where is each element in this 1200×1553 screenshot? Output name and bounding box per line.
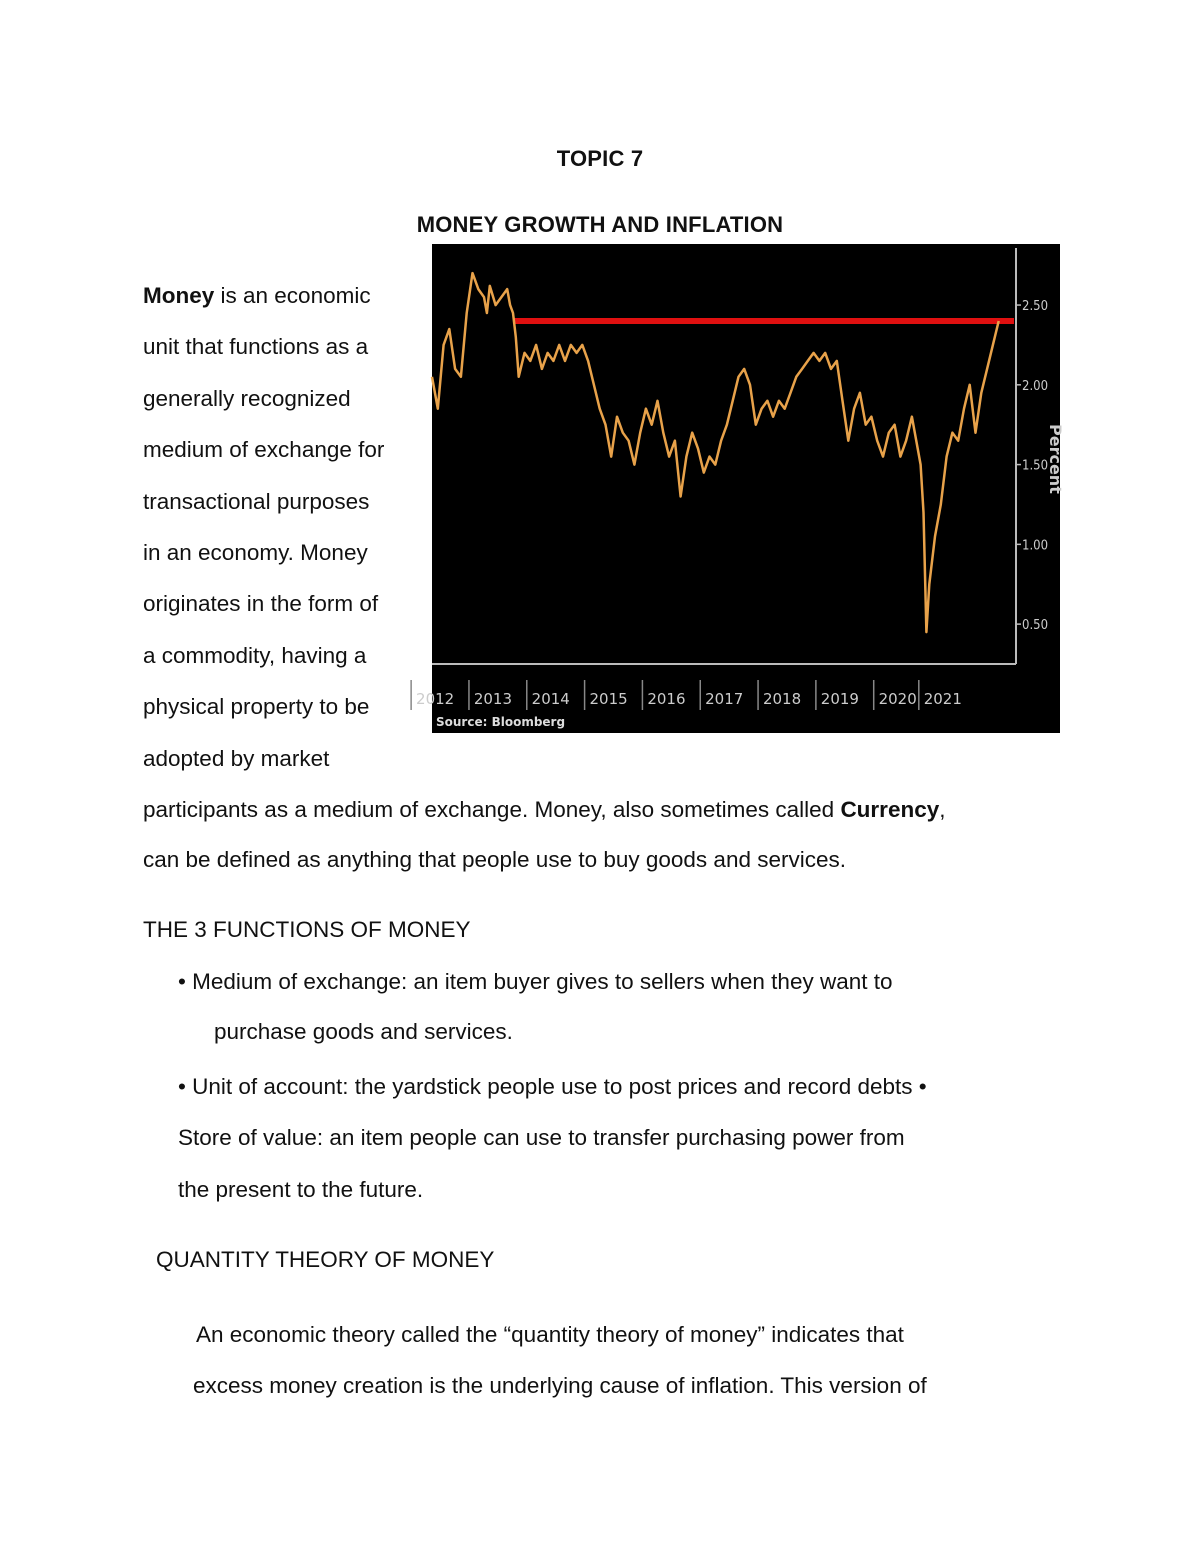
intro-line [143, 696, 369, 719]
y-axis-label: Percent [1046, 424, 1065, 494]
currency-term: Currency [840, 797, 940, 822]
inflation-chart [416, 244, 1065, 733]
intro-line-text: transactional purposes [143, 489, 370, 514]
topic-label: TOPIC 7 [556, 146, 644, 171]
intro-line-text: in an economy. Money [143, 540, 368, 565]
qtm-heading: QUANTITY THEORY OF MONEY [156, 1247, 495, 1272]
x-tick-label: 2021 [923, 690, 962, 708]
page-title: MONEY GROWTH AND INFLATION [416, 212, 784, 237]
intro-line [143, 285, 371, 308]
intro-line [143, 336, 368, 359]
function-line-5: the present to the future. [178, 1177, 424, 1202]
intro-line-text: originates in the form of [143, 591, 379, 616]
y-tick-label: 2.50 [1022, 299, 1049, 315]
chart-source: Source: Bloomberg [436, 715, 566, 729]
intro-continuation-comma: , [939, 797, 946, 822]
function-line-4: Store of value: an item people can use to transfer purchasing power from [178, 1125, 905, 1150]
functions-heading: THE 3 FUNCTIONS OF MONEY [143, 917, 471, 942]
intro-line-text: is an economic [214, 283, 371, 308]
intro-line-text: unit that functions as a [143, 334, 369, 359]
function-line-2: purchase goods and services. [214, 1019, 513, 1044]
intro-continuation-line-1 [143, 799, 946, 822]
intro-line-text: physical property to be [143, 694, 370, 719]
intro-line [143, 388, 351, 411]
intro-line [143, 439, 384, 462]
y-tick-label: 2.00 [1022, 378, 1049, 394]
qtm-line-2: excess money creation is the underlying cause of inflation. This version of [193, 1373, 927, 1398]
intro-line [143, 491, 369, 514]
yield-series-line [432, 273, 999, 632]
intro-continuation-line-2: can be defined as anything that people use to buy goods and services. [143, 847, 846, 872]
intro-continuation-text: participants as a medium of exchange. Money, also sometimes called [143, 797, 841, 822]
qtm-line-1: An economic theory called the “quantity theory of money” indicates that [196, 1322, 904, 1347]
function-line-3: • Unit of account: the yardstick people use to post prices and record debts • [178, 1074, 927, 1099]
x-tick-label: 2013 [473, 690, 513, 708]
y-tick-label: 1.00 [1022, 538, 1049, 554]
x-tick-label: 2018 [762, 690, 802, 708]
x-tick-label: 2016 [647, 690, 686, 708]
x-tick-label: 2012 [416, 690, 455, 708]
intro-line-text: generally recognized [143, 386, 351, 411]
money-term: Money [143, 283, 215, 308]
x-tick-label: 2014 [531, 690, 570, 708]
y-tick-label: 1.50 [1022, 458, 1049, 474]
x-tick-label: 2017 [705, 690, 744, 708]
intro-line [143, 748, 329, 771]
intro-line-text: medium of exchange for [143, 437, 385, 462]
chart-svg [416, 244, 1065, 733]
intro-line [143, 542, 368, 565]
function-line-1: • Medium of exchange: an item buyer gives to sellers when they want to [178, 969, 893, 994]
intro-line [143, 593, 378, 616]
intro-line-text: adopted by market [143, 746, 330, 771]
y-tick-label: 0.50 [1022, 618, 1049, 634]
x-tick-label: 2015 [589, 690, 628, 708]
x-tick-label: 2019 [820, 690, 859, 708]
intro-line-text: a commodity, having a [143, 643, 367, 668]
x-tick-label: 2020 [878, 690, 917, 708]
intro-line [143, 645, 366, 668]
